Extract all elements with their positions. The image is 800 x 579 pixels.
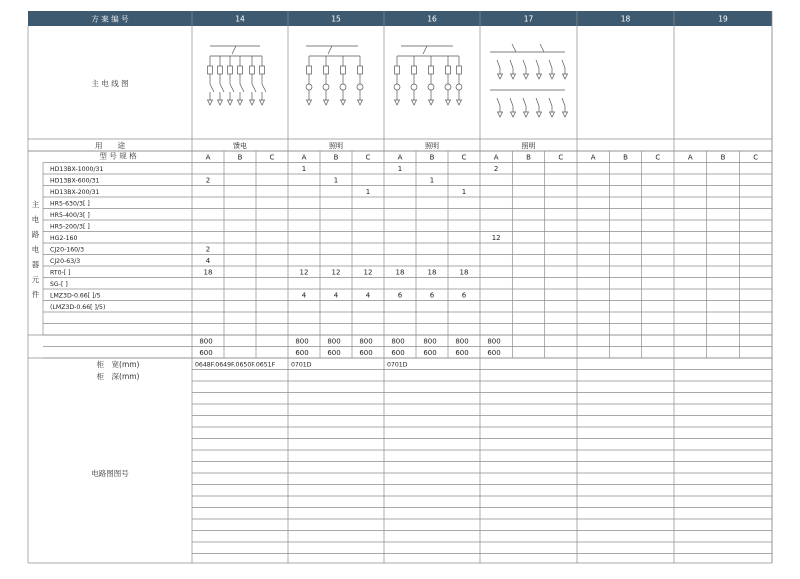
dimension-cell: 600 (423, 349, 437, 357)
table-cell: 2 (205, 176, 211, 185)
main-elements-label (32, 199, 40, 299)
subcol-A: A (687, 153, 693, 162)
table-row-name: HR5-630/3[ ] (50, 200, 90, 208)
usage-cell: 照明 (329, 142, 343, 150)
subcol-C: C (461, 153, 467, 162)
dimension-cell: 600 (391, 349, 405, 357)
table-row-name: (LMZ3D-0.66[ ]/5) (50, 304, 106, 311)
subcol-B: B (623, 153, 628, 162)
table-cell: 12 (363, 268, 373, 277)
subcol-B: B (429, 153, 435, 162)
main-elements-char: 元 (31, 275, 40, 284)
scheme-number-15: 15 (331, 14, 341, 24)
table-row-name: HD13BX-200/31 (50, 189, 100, 196)
table-cell: 6 (429, 291, 435, 300)
table-cell: 4 (365, 291, 371, 300)
table-grid (28, 11, 772, 563)
table-cell: 4 (205, 257, 211, 265)
circuit-diagram-number-label: 电路图图号 (91, 469, 129, 478)
table-row-name: SG-[ ] (50, 281, 68, 288)
scheme-number-18: 18 (620, 14, 631, 24)
main-elements-char: 路 (31, 230, 40, 239)
table-cell: 4 (301, 291, 307, 300)
table-cell: 12 (491, 234, 501, 242)
scheme-number-16: 16 (427, 14, 437, 24)
usage-cell: 照明 (521, 142, 536, 150)
table-cell: 18 (459, 268, 469, 277)
subcol-C: C (365, 153, 371, 162)
subcol-C: C (269, 153, 275, 162)
dimension-cell: 600 (487, 349, 501, 357)
dimension-cell: 600 (327, 349, 341, 357)
dimension-cell: 600 (199, 349, 213, 357)
usage-cell: 馈电 (233, 142, 247, 150)
header-band (28, 11, 772, 26)
table-cell: 12 (299, 268, 309, 277)
main-elements-char: 电 (31, 245, 40, 254)
table-row-name: HR5-200/3[ ] (50, 223, 90, 231)
scheme-number-14: 14 (235, 14, 245, 24)
dimension-cell: 600 (359, 349, 373, 357)
table-cell: 1 (333, 176, 339, 185)
scheme-number-label: 方 案 编 号 (91, 14, 129, 24)
cabinet-depth-label: 柜 深(mm) (96, 372, 140, 381)
table-row-name: HD13BX-600/31 (50, 177, 100, 185)
subcol-A: A (301, 153, 307, 162)
table-cell: 4 (333, 291, 339, 300)
subcol-B: B (526, 153, 531, 162)
main-circuit-label: 主 电 线 图 (91, 79, 129, 88)
table-row-name: CJ20-63/3 (50, 258, 81, 265)
table-cell: 12 (331, 268, 341, 277)
dimension-cell: 800 (455, 337, 469, 346)
table-row-name: CJ20-160/3 (50, 246, 85, 254)
table-row-name: HR5-400/3[ ] (50, 212, 90, 219)
dimension-cell: 800 (391, 337, 405, 346)
main-elements-char: 件 (31, 290, 40, 299)
table-cell: 6 (397, 291, 403, 300)
main-elements-char: 主 (31, 200, 40, 209)
table-cell: 6 (461, 291, 467, 300)
cabinet-width-label: 柜 宽(mm) (96, 360, 140, 369)
scheme-number-19: 19 (718, 14, 728, 24)
drawing-number: 0701D (387, 361, 408, 369)
table-cell: 1 (365, 188, 371, 196)
circuit-diagram-15 (306, 46, 363, 105)
table-cell: 2 (205, 245, 211, 254)
table-cell: 18 (203, 268, 213, 277)
subcol-A: A (590, 153, 596, 162)
subcol-A: A (397, 153, 403, 162)
circuit-diagram-17 (490, 44, 568, 117)
table-row-name: HD13BX-1000/31 (50, 166, 104, 173)
circuit-diagram-14 (208, 46, 267, 105)
table-cell: 18 (395, 268, 405, 277)
subcol-A: A (205, 153, 211, 162)
dimension-cell: 800 (199, 337, 213, 346)
drawing-number: 0648F.0649F.0650F.0651F (195, 361, 276, 369)
usage-cell: 照明 (425, 142, 439, 150)
model-label: 型 号 规 格 (99, 151, 137, 161)
dimension-cell: 800 (487, 337, 501, 346)
circuit-diagram-16 (394, 46, 462, 105)
subcol-B: B (720, 153, 726, 162)
subcol-C: C (753, 153, 759, 162)
drawing-number: 0701D (291, 361, 312, 369)
dimension-cell: 600 (295, 349, 309, 357)
table-cell: 1 (461, 188, 467, 196)
subcol-A: A (493, 153, 499, 162)
subcol-C: C (655, 153, 661, 162)
dimension-cell: 800 (423, 337, 437, 346)
dimension-cell: 800 (327, 337, 341, 346)
usage-label: 用 途 (95, 141, 125, 150)
table-row-name: LMZ3D-0.66[ ]/5 (50, 292, 101, 300)
table-row-name: RT0-[ ] (50, 269, 71, 277)
subcol-C: C (558, 153, 564, 162)
subcol-B: B (237, 153, 243, 162)
table-cell: 1 (301, 165, 307, 173)
table-cell: 18 (427, 268, 437, 277)
dimension-cell: 800 (295, 337, 309, 346)
scheme-number-17: 17 (523, 14, 534, 24)
main-elements-char: 电 (31, 215, 40, 224)
dimension-cell: 800 (359, 337, 373, 346)
table-cell: 2 (493, 165, 499, 173)
main-elements-char: 器 (31, 260, 40, 269)
table-cell: 1 (429, 176, 435, 185)
subcol-B: B (333, 153, 339, 162)
table-cell: 1 (397, 165, 403, 173)
table-row-name: HG2-160 (50, 235, 78, 242)
dimension-cell: 600 (455, 349, 469, 357)
